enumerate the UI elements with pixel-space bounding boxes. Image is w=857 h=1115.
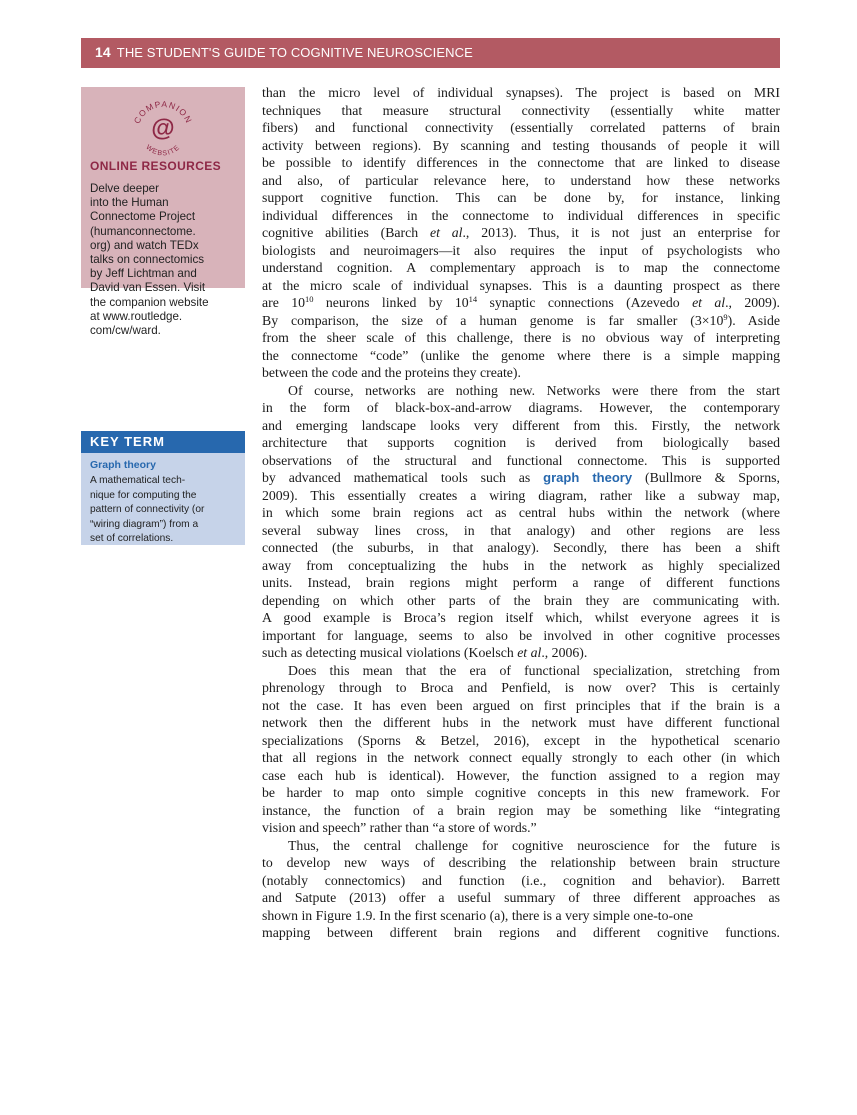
running-header bbox=[81, 38, 780, 68]
svg-text:WEBSITE bbox=[144, 144, 181, 157]
body-line: the connectome “code” (unlike the genome where there is a simple mapping bbox=[262, 347, 780, 363]
body-line: architecture that supports cognition is derived from biologically based bbox=[262, 435, 780, 450]
body-line: cognitive abilities (Barch et al., 2013). Thus, it is not just an enterprise for bbox=[262, 225, 780, 240]
body-line: understand cognition. A complementary approach is to map the connectome bbox=[262, 260, 780, 275]
body-line: case each hub is identical). However, the function assigned to a region may bbox=[262, 767, 780, 783]
body-line: mapping between different brain regions and different cognitive functions. bbox=[262, 925, 780, 940]
body-line: biologists and neuroimagers—it also requires the input of psychologists who bbox=[262, 242, 780, 258]
online-resources-text bbox=[90, 182, 209, 338]
key-term-definition-line: A mathematical tech- bbox=[90, 475, 186, 486]
body-line: and emerging landscape looks very different from this. Firstly, the network bbox=[262, 417, 780, 433]
key-term-box bbox=[81, 431, 245, 545]
body-line: network then the different hubs in the network must have different functional bbox=[262, 715, 780, 730]
body-line: to develop new ways of describing the relationship between brain structure bbox=[262, 855, 780, 870]
body-line: depending on which other parts of the brain they are communicating with. bbox=[262, 592, 780, 608]
key-term-header bbox=[81, 431, 245, 453]
body-line: important for language, seems to also be involved in other cognitive processes bbox=[262, 627, 780, 643]
key-term-heading: KEY TERM bbox=[90, 434, 165, 449]
body-line: several subway lines cross, in that analogy) and other regions are less bbox=[262, 522, 780, 538]
logo-top-text: COMPANION bbox=[131, 98, 195, 126]
body-line: Thus, the central challenge for cognitive neuroscience for the future is bbox=[288, 837, 780, 853]
online-resources-line: David van Essen. Visit bbox=[90, 281, 206, 295]
body-line: from the sheer scale of this challenge, there is no obvious way of interpreting bbox=[262, 330, 780, 345]
body-line: that all regions in the network connect equally strongly to each other (in which bbox=[262, 750, 780, 765]
online-resources-line: Delve deeper bbox=[90, 182, 159, 195]
online-resources-heading: ONLINE RESOURCES bbox=[90, 159, 222, 173]
body-line: by advanced mathematical tools such as graph theory (Bullmore & Sporns, bbox=[262, 470, 780, 485]
body-line: observations of the structural and functional connectome. This is supported bbox=[262, 452, 780, 468]
key-term-link: graph theory bbox=[543, 470, 633, 485]
body-line: phrenology through to Broca and Penfield, is now over? This is certainly bbox=[262, 680, 780, 695]
online-resources-line: org) and watch TEDx bbox=[90, 238, 199, 252]
online-resources-line: (humanconnectome. bbox=[90, 224, 196, 238]
body-line: Does this mean that the era of functional specialization, stretching from bbox=[288, 662, 780, 678]
key-term-definition-line: “wiring diagram”) from a bbox=[90, 518, 199, 530]
logo-at-symbol: @ bbox=[151, 115, 175, 142]
running-header-text bbox=[95, 44, 473, 60]
body-line: techniques that measure structural connectivity (essentially white matter bbox=[262, 102, 780, 118]
key-term-definition-line: pattern of connectivity (or bbox=[90, 504, 205, 516]
body-line: be harder to map onto simple cognitive concepts in this new framework. For bbox=[262, 785, 780, 800]
body-line: such as detecting musical violations (Koelsch et al., 2006). bbox=[262, 645, 588, 660]
body-line: activity between regions). By scanning and testing thousands of people it will bbox=[262, 137, 780, 153]
body-line: Of course, networks are nothing new. Networks were there from the start bbox=[288, 382, 780, 398]
online-resources-line: into the Human bbox=[90, 196, 169, 210]
key-term-definition-line: set of correlations. bbox=[90, 533, 174, 545]
body-line: are $10^{10}$ neurons linked by $10^{14}$ synaptic connections (Azevedo et al., 2009). bbox=[262, 294, 780, 310]
online-resources-line: Connectome Project bbox=[90, 210, 196, 224]
companion-website-logo-icon bbox=[128, 92, 198, 162]
logo-bottom-text: WEBSITE bbox=[144, 143, 182, 158]
online-resources-line: the companion website bbox=[90, 295, 209, 309]
body-line: instance, the function of a brain region may be something like “integrating bbox=[262, 802, 780, 818]
key-term-word: Graph theory bbox=[90, 459, 156, 471]
body-line: than the micro level of individual synapses). The project is based on MRI bbox=[262, 85, 780, 100]
body-line: away from conceptualizing the hubs in the network as highly specialized bbox=[262, 557, 780, 573]
online-resources-line: by Jeff Lichtman and bbox=[90, 267, 197, 281]
body-line: and Satpute (2013) offer a useful summary of three different approaches as bbox=[262, 890, 780, 905]
body-line: support cognitive function. This can be done by, for instance, linking bbox=[262, 190, 780, 205]
main-body-text bbox=[262, 84, 780, 942]
body-line: in the form of black-box-and-arrow diagrams. However, the contemporary bbox=[262, 400, 780, 415]
page-number: 14 bbox=[95, 44, 111, 60]
online-resources-box bbox=[81, 87, 245, 338]
body-line: shown in Figure 1.9. In the first scenario (a), there is a very simple one-to-one bbox=[262, 907, 694, 923]
book-title: THE STUDENT'S GUIDE TO COGNITIVE NEUROSCIENCE bbox=[116, 45, 473, 60]
body-line: 2009). This essentially creates a wiring diagram, rather like a subway map, bbox=[262, 487, 780, 503]
body-line: A good example is Broca’s region itself which, whilst everyone agrees it is bbox=[262, 610, 780, 625]
body-line: be possible to identify differences in the connectome that are linked to disease bbox=[262, 155, 780, 170]
online-resources-line: talks on connectomics bbox=[90, 253, 205, 267]
body-line: specializations (Sporns & Betzel, 2016), except in the hypothetical scenario bbox=[262, 732, 780, 748]
body-line: (notably connectomics) and function (i.e., cognition and behavior). Barrett bbox=[262, 872, 780, 888]
body-line: connected (the suburbs, in that analogy). Secondly, there has been a shift bbox=[262, 540, 780, 555]
body-line: By comparison, the size of a human genome is far smaller $(3\times 10^9)$. Aside bbox=[262, 311, 780, 328]
online-resources-line: com/cw/ward. bbox=[90, 324, 161, 338]
body-line: vision and speech” rather than “a store of words.” bbox=[262, 820, 537, 835]
key-term-definition bbox=[90, 474, 204, 547]
body-line: individual differences in the connectome to individual differences in specific bbox=[262, 207, 780, 223]
body-line: in which some brain regions act as central hubs within the network (where bbox=[262, 505, 780, 520]
online-resources-line: at www.routledge. bbox=[90, 309, 183, 323]
key-term-definition-line: nique for computing the bbox=[90, 489, 197, 501]
body-line: at the micro scale of individual synapses. This is a daunting prospect as there bbox=[262, 277, 780, 293]
body-line: between the code and the proteins they create). bbox=[262, 365, 521, 380]
body-line: and also, of particular relevance here, to understand how these networks bbox=[262, 172, 780, 188]
body-line: fibers) and functional connectivity (essentially correlated patterns of brain bbox=[262, 120, 780, 135]
body-line: not the case. It has even been argued on first principles that if the brain is a bbox=[262, 697, 780, 713]
body-line: units. Instead, brain regions might perform a range of different functions bbox=[262, 575, 780, 590]
